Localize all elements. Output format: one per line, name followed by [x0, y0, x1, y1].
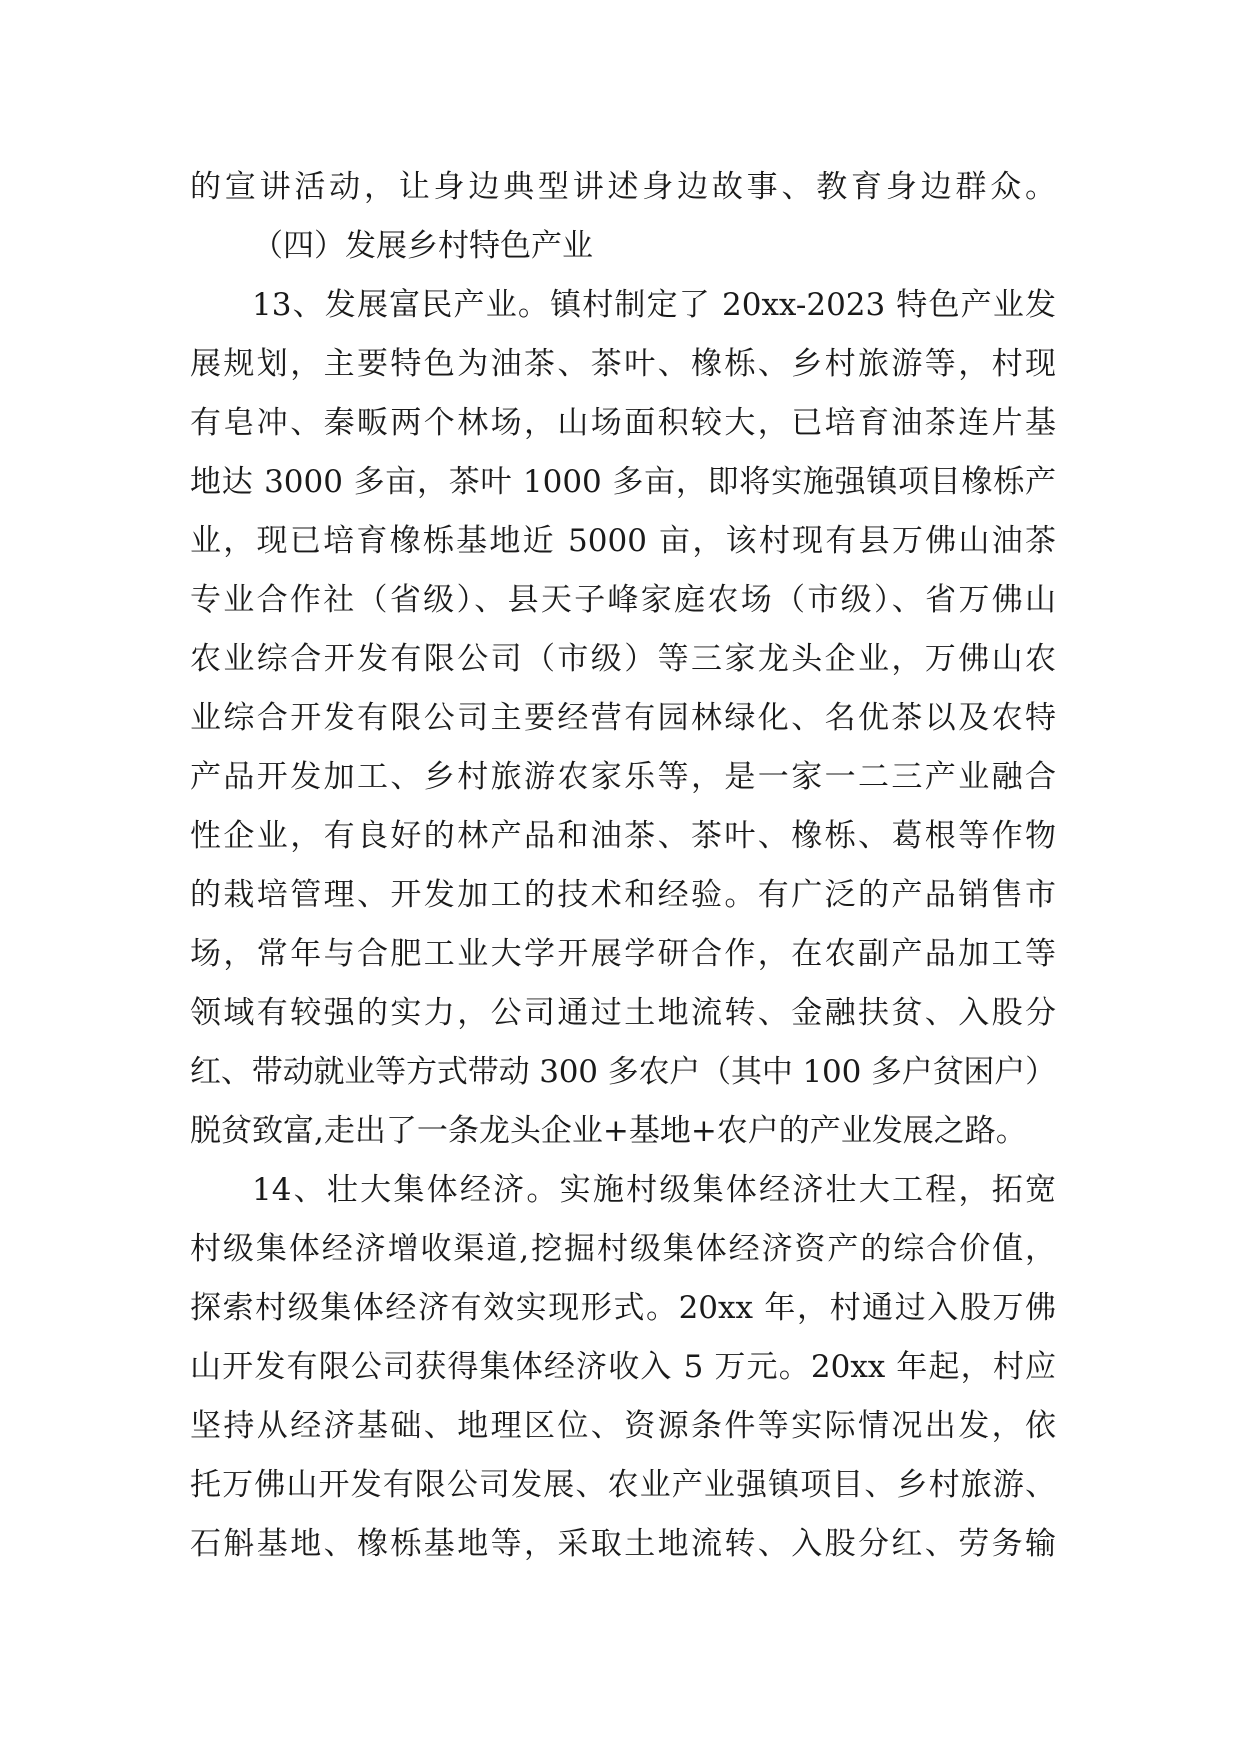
paragraph-line: 托万佛山开发有限公司发展、农业产业强镇项目、乡村旅游、 [190, 1467, 1056, 1503]
paragraph-line: 专业合作社（省级）、县天子峰家庭农场（市级）、省万佛山 [190, 582, 1056, 618]
paragraph-line: 探索村级集体经济有效实现形式。20xx 年，村通过入股万佛 [190, 1290, 1056, 1326]
paragraph-line: 13、发展富民产业。镇村制定了 20xx-2023 特色产业发 [252, 287, 1056, 323]
paragraph-line: 的宣讲活动，让身边典型讲述身边故事、教育身边群众。 [190, 169, 1056, 205]
paragraph-line: 石斛基地、橡栎基地等，采取土地流转、入股分红、劳务输 [190, 1526, 1056, 1562]
paragraph-line: 业，现已培育橡栎基地近 5000 亩，该村现有县万佛山油茶 [190, 523, 1056, 559]
paragraph-line: 村级集体经济增收渠道,挖掘村级集体经济资产的综合价值， [190, 1231, 1056, 1267]
section-heading: （四）发展乡村特色产业 [252, 228, 593, 264]
paragraph-line: 展规划，主要特色为油茶、茶叶、橡栎、乡村旅游等，村现 [190, 346, 1056, 382]
paragraph-line: 坚持从经济基础、地理区位、资源条件等实际情况出发，依 [190, 1408, 1056, 1444]
paragraph-line: 性企业，有良好的林产品和油茶、茶叶、橡栎、葛根等作物 [190, 818, 1056, 854]
paragraph-line: 的栽培管理、开发加工的技术和经验。有广泛的产品销售市 [190, 877, 1056, 913]
paragraph-line: 山开发有限公司获得集体经济收入 5 万元。20xx 年起，村应 [190, 1349, 1056, 1385]
document-body [190, 158, 1056, 1574]
paragraph-line: 地达 3000 多亩，茶叶 1000 多亩，即将实施强镇项目橡栎产 [190, 464, 1056, 500]
paragraph-line: 农业综合开发有限公司（市级）等三家龙头企业，万佛山农 [190, 641, 1056, 677]
paragraph-line: 有皂冲、秦畈两个林场，山场面积较大，已培育油茶连片基 [190, 405, 1056, 441]
paragraph-line: 业综合开发有限公司主要经营有园林绿化、名优茶以及农特 [190, 700, 1056, 736]
paragraph-line: 红、带动就业等方式带动 300 多农户（其中 100 多户贫困户） [190, 1054, 1056, 1090]
paragraph-line: 脱贫致富,走出了一条龙头企业+基地+农户的产业发展之路。 [190, 1113, 1027, 1149]
paragraph-line: 领域有较强的实力，公司通过土地流转、金融扶贫、入股分 [190, 995, 1056, 1031]
paragraph-line: 场，常年与合肥工业大学开展学研合作，在农副产品加工等 [190, 936, 1056, 972]
paragraph-line: 14、壮大集体经济。实施村级集体经济壮大工程，拓宽 [252, 1172, 1056, 1208]
paragraph-line: 产品开发加工、乡村旅游农家乐等，是一家一二三产业融合 [190, 759, 1056, 795]
